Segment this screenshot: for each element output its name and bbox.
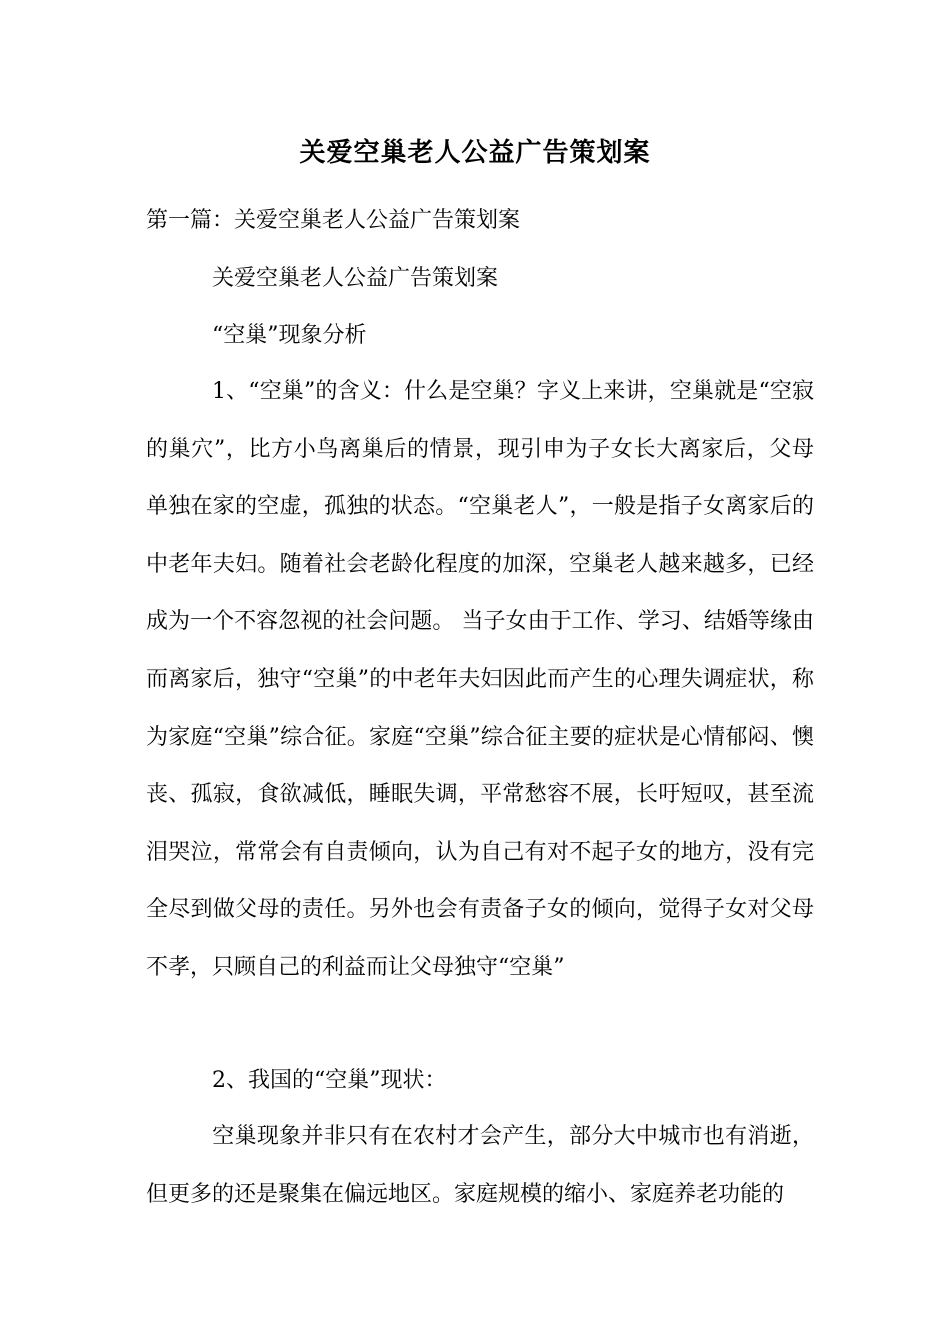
- paragraph-meaning: [146, 363, 814, 997]
- paragraph-current-status-text: 空巢现象并非只有在农村才会产生，部分大中城市也有消逝，但更多的还是聚集在偏远地区。家庭规模的缩小、家庭养老功能的: [146, 1124, 814, 1207]
- document-title: 关爱空巢老人公益广告策划案: [299, 138, 651, 168]
- section-heading: 第一篇：关爱空巢老人公益广告策划案: [146, 208, 521, 233]
- analysis-heading: “空巢”现象分析: [212, 323, 367, 348]
- heading-current-status: 2、我国的“空巢”现状：: [212, 1068, 447, 1093]
- subtitle: 关爱空巢老人公益广告策划案: [212, 266, 499, 291]
- paragraph-meaning-text: 1、“空巢”的含义：什么是空巢？字义上来讲，空巢就是“空寂的巢穴”，比方小鸟离巢后的情景，现引申为子女长大离家后，父母单独在家的空虚，孤独的状态。“空巢老人”，一般是指子女离家后的中老年夫妇。随着社会老龄化程度的加深，空巢老人越来越多，已经成为一个不容忽视的社会问题。 当子女由于工作、学习、结婚等缘由而离家后，独守“空巢”的中老年夫妇因此而产生的心理失调症状，称为家庭“空巢”综合征。家庭“空巢”综合征主要的症状是心情郁闷、懊丧、孤寂，食欲减低，睡眠失调，平常愁容不展，长吁短叹，甚至流泪哭泣，常常会有自责倾向，认为自己有对不起子女的地方，没有完全尽到做父母的责任。另外也会有责备子女的倾向，觉得子女对父母不孝，只顾自己的利益而让父母独守“空巢”: [146, 379, 814, 980]
- paragraph-current-status: [146, 1108, 814, 1223]
